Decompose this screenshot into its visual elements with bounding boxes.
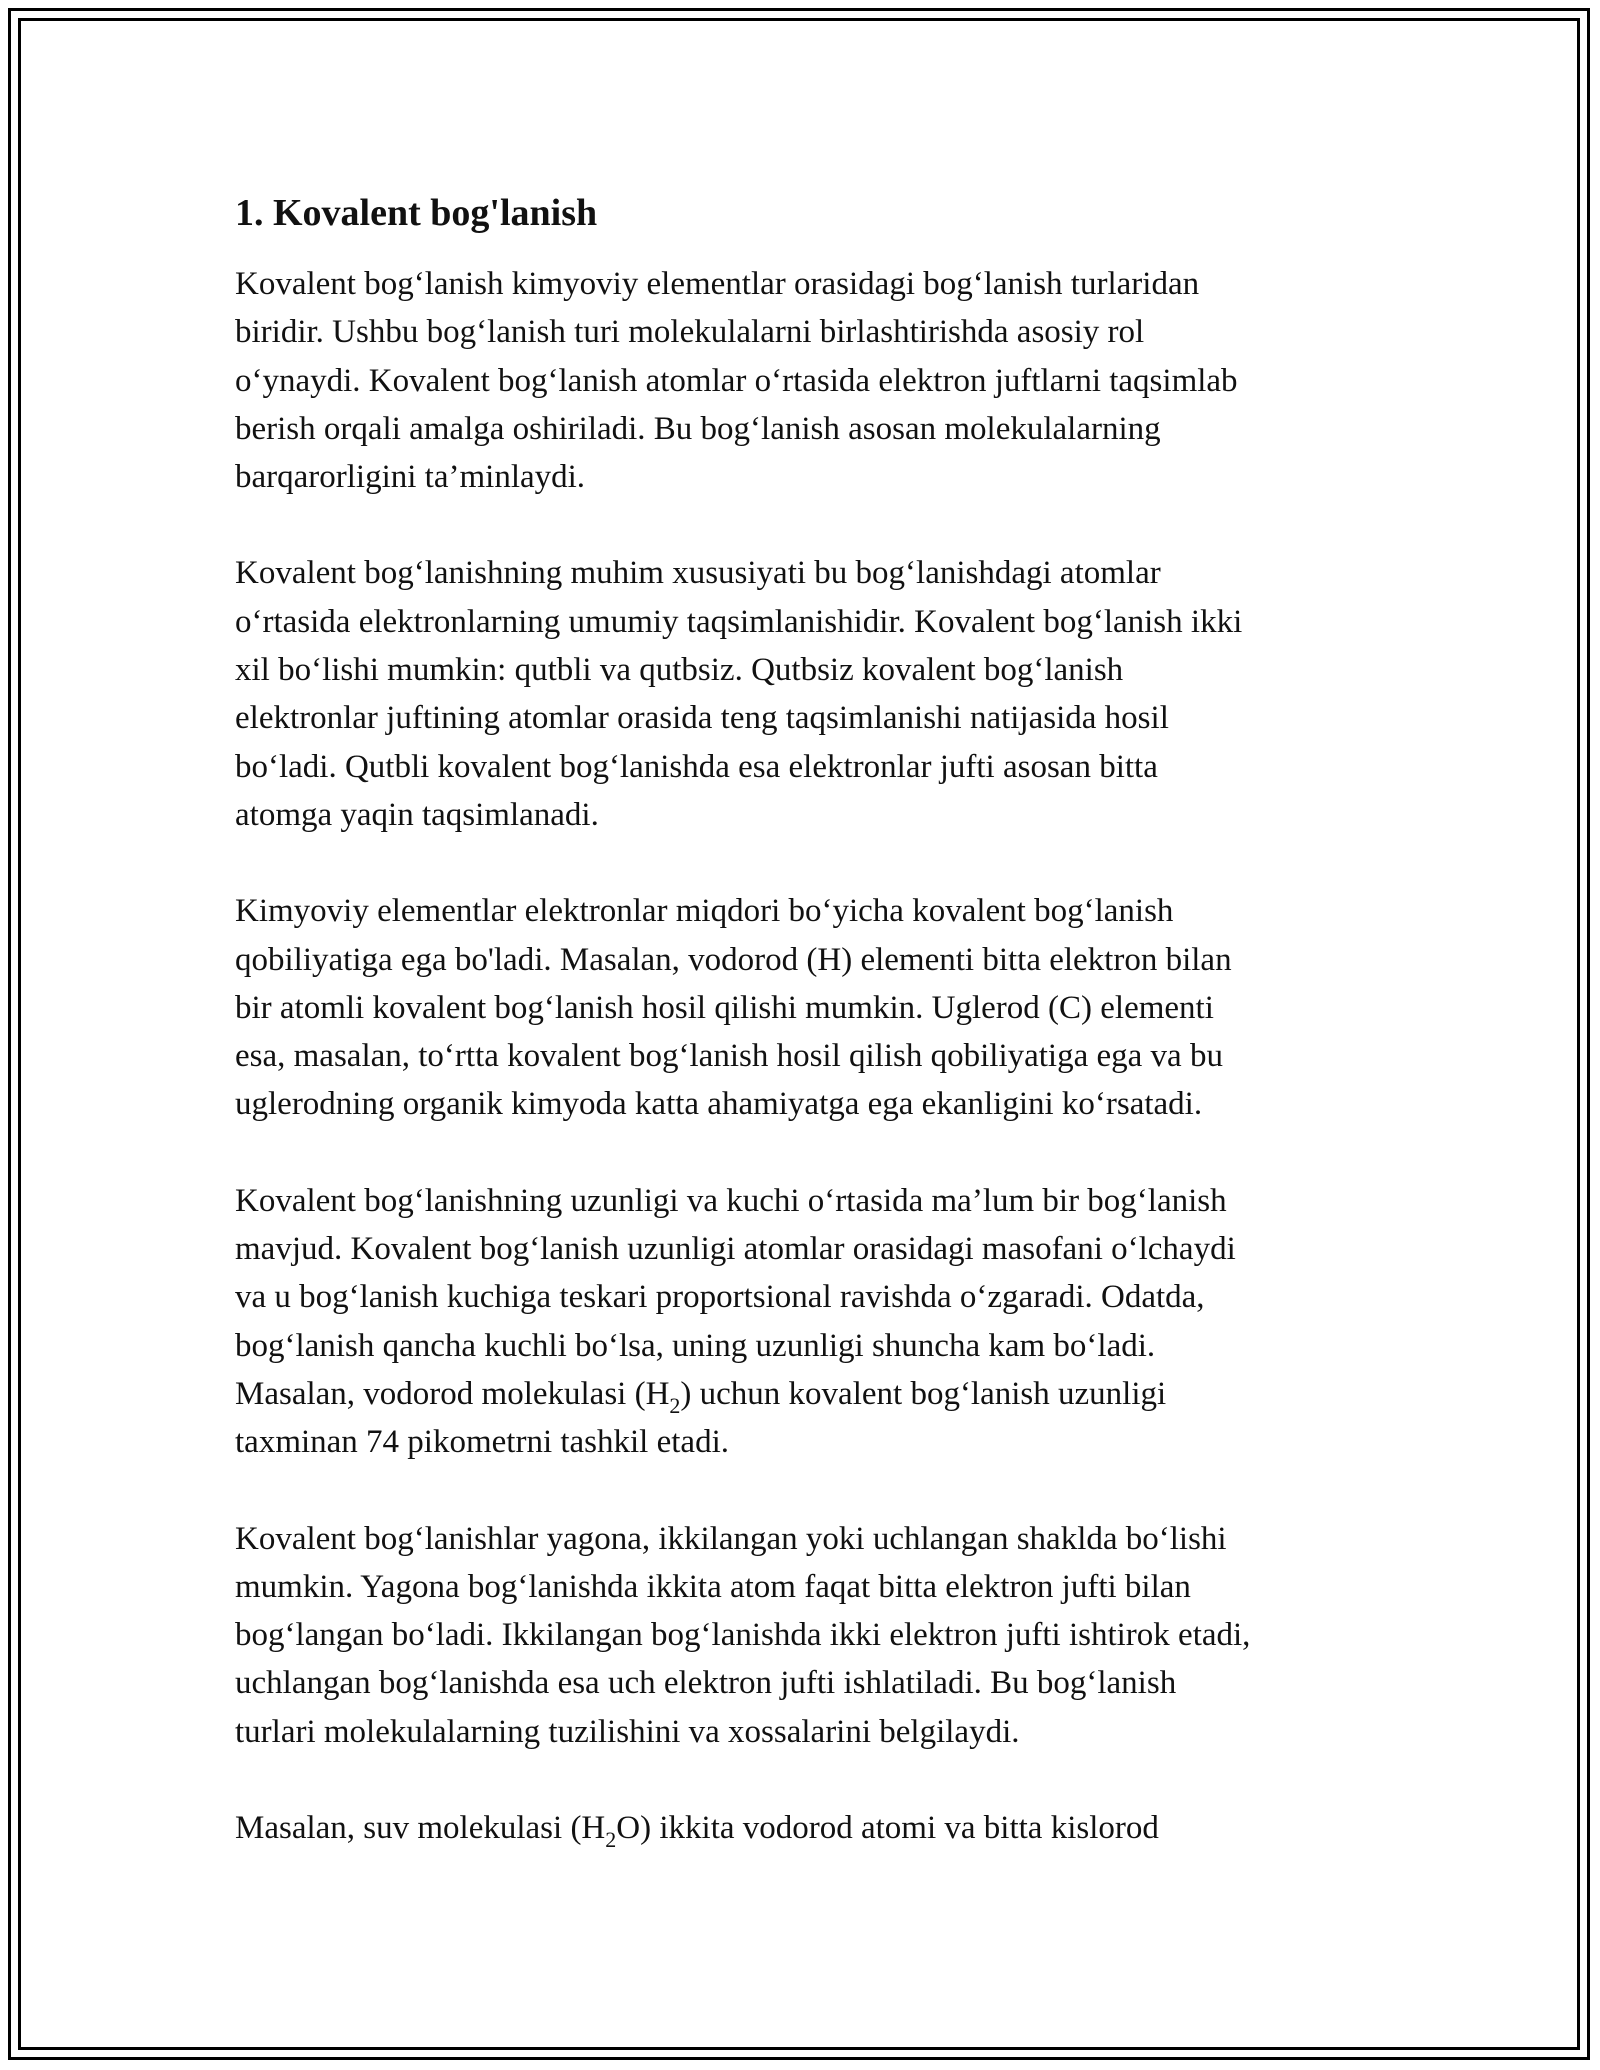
formula-text-before: Masalan, suv molekulasi (H — [235, 1810, 606, 1847]
text-line: Kimyoviy elementlar elektronlar miqdori bo‘yicha kovalent bog‘lanish — [235, 893, 1174, 930]
text-line: mumkin. Yagona bog‘lanishda ikkita atom faqat bitta elektron jufti bilan — [235, 1568, 1191, 1605]
text-line: o‘ynaydi. Kovalent bog‘lanish atomlar o‘rtasida elektron juftlarni taqsimlab — [235, 362, 1238, 399]
paragraph-2 — [235, 549, 1375, 839]
text-line: o‘rtasida elektronlarning umumiy taqsimlanishidir. Kovalent bog‘lanish ikki — [235, 603, 1243, 640]
text-line: bo‘ladi. Qutbli kovalent bog‘lanishda esa elektronlar jufti asosan bitta — [235, 748, 1158, 785]
formula-text-after: O) ikkita vodorod atomi va bitta kislorod — [616, 1810, 1159, 1847]
text-line: xil bo‘lishi mumkin: qutbli va qutbsiz. Qutbsiz kovalent bog‘lanish — [235, 652, 1124, 689]
text-line: qobiliyatiga ega bo'ladi. Masalan, vodorod (H) elementi bitta elektron bilan — [235, 941, 1232, 978]
text-line: mavjud. Kovalent bog‘lanish uzunligi atomlar orasidagi masofani o‘lchaydi — [235, 1231, 1236, 1268]
formula-text-after: ) uchun kovalent bog‘lanish uzunligi — [680, 1375, 1167, 1412]
text-line: uchlangan bog‘lanishda esa uch elektron jufti ishlatiladi. Bu bog‘lanish — [235, 1665, 1177, 1702]
formula-line-h2 — [235, 1370, 1375, 1418]
text-line: bog‘langan bo‘ladi. Ikkilangan bog‘lanishda ikki elektron jufti ishtirok etadi, — [235, 1617, 1251, 1654]
text-line: Kovalent bog‘lanishning uzunligi va kuchi o‘rtasida ma’lum bir bog‘lanish — [235, 1182, 1227, 1219]
text-line: atomga yaqin taqsimlanadi. — [235, 796, 599, 833]
section-heading: 1. Kovalent bog'lanish — [235, 192, 598, 234]
text-line: taxminan 74 pikometrni tashkil etadi. — [235, 1424, 729, 1461]
text-line: Kovalent bog‘lanishlar yagona, ikkilangan yoki uchlangan shaklda bo‘lishi — [235, 1520, 1227, 1557]
paragraph-1 — [235, 260, 1375, 501]
text-line: va u bog‘lanish kuchiga teskari proportsional ravishda o‘zgaradi. Odatda, — [235, 1279, 1205, 1316]
paragraph-6 — [235, 1804, 1375, 1852]
formula-line-h2o — [235, 1804, 1375, 1852]
text-line: Kovalent bog‘lanish kimyoviy elementlar orasidagi bog‘lanish turlaridan — [235, 266, 1200, 302]
text-line: turlari molekulalarning tuzilishini va xossalarini belgilaydi. — [235, 1713, 1020, 1750]
paragraph-4 — [235, 1177, 1375, 1467]
text-line: elektronlar juftining atomlar orasida teng taqsimlanishi natijasida hosil — [235, 700, 1169, 737]
text-line: berish orqali amalga oshiriladi. Bu bog‘lanish asosan molekulalarning — [235, 410, 1161, 447]
document-body — [235, 188, 1375, 1852]
formula-text-before: Masalan, vodorod molekulasi (H — [235, 1375, 670, 1412]
text-line: esa, masalan, to‘rtta kovalent bog‘lanish hosil qilish qobiliyatiga ega va bu — [235, 1038, 1223, 1075]
subscript: 2 — [669, 1392, 681, 1418]
paragraph-3 — [235, 887, 1375, 1128]
text-line: bog‘lanish qancha kuchli bo‘lsa, uning uzunligi shuncha kam bo‘ladi. — [235, 1327, 1156, 1364]
subscript: 2 — [605, 1827, 617, 1853]
text-line: biridir. Ushbu bog‘lanish turi molekulalarni birlashtirishda asosiy rol — [235, 314, 1145, 351]
text-line: Kovalent bog‘lanishning muhim xususiyati bu bog‘lanishdagi atomlar — [235, 555, 1161, 592]
text-line: barqarorligini ta’minlaydi. — [235, 459, 586, 496]
text-line: uglerodning organik kimyoda katta ahamiyatga ega ekanligini ko‘rsatadi. — [235, 1086, 1203, 1123]
paragraph-5 — [235, 1515, 1375, 1756]
text-line: bir atomli kovalent bog‘lanish hosil qilishi mumkin. Uglerod (C) elementi — [235, 989, 1214, 1026]
